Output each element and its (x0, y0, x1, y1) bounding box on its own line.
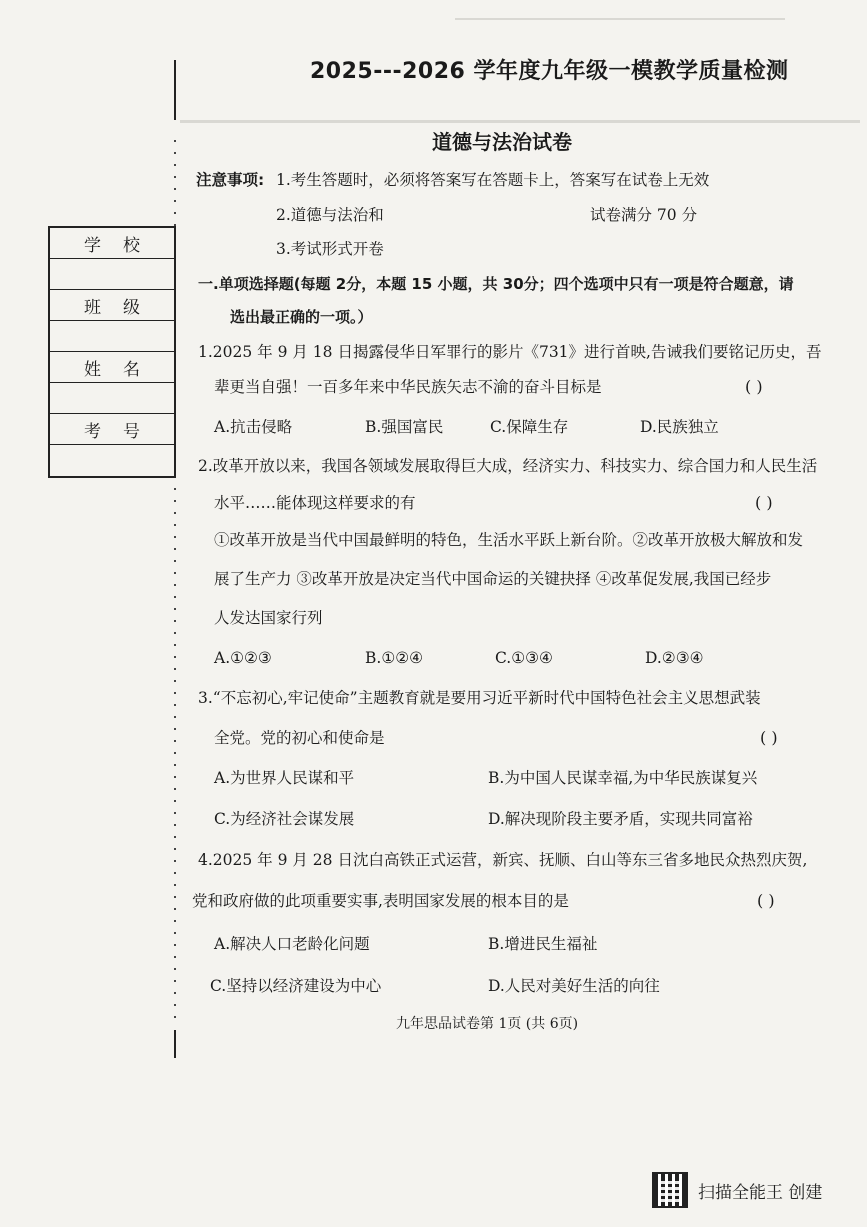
section-1-heading: 一.单项选择题(每题 2分，本题 15 小题，共 30分；四个选项中只有一项是符合题意，请 (198, 275, 794, 293)
q4-answer-paren: ( ) (757, 891, 775, 910)
q3-answer-paren: ( ) (760, 728, 778, 747)
q2-stem-line-1: 2.改革开放以来，我国各领域发展取得巨大成，经济实力、科技实力、综合国力和人民生活 (198, 457, 818, 475)
q4-stem-line-2: 党和政府做的此项重要实事,表明国家发展的根本目的是 (192, 892, 569, 910)
q4-option-a: A.解决人口老龄化问题 (214, 935, 370, 953)
q1-option-c: C.保障生存 (490, 418, 569, 436)
notes-label: 注意事项: (196, 171, 265, 189)
binding-line (174, 60, 176, 120)
q1-answer-paren: ( ) (745, 377, 763, 396)
q3-option-a: A.为世界人民谋和平 (214, 769, 355, 787)
q1-option-d: D.民族独立 (640, 418, 719, 436)
notes-item-2: 2.道德与法治和 (276, 206, 384, 224)
exam-subtitle: 道德与法治试卷 (432, 130, 572, 154)
q3-stem-line-1: 3.“不忘初心,牢记使命”主题教育就是要用习近平新时代中国特色社会主义思想武装 (198, 689, 761, 707)
info-exam-no-label: 考号 (50, 414, 174, 445)
scanner-watermark (652, 1172, 822, 1208)
q2-option-b: B.①②④ (365, 649, 424, 667)
q1-option-a: A.抗击侵略 (214, 418, 293, 436)
q2-stem-line-2: 水平……能体现这样要求的有 (214, 494, 416, 512)
notes-item-1: 1.考生答题时，必须将答案写在答题卡上，答案写在试卷上无效 (276, 171, 710, 189)
q3-option-c: C.为经济社会谋发展 (214, 810, 355, 828)
watermark-text: 扫描全能王 创建 (698, 1182, 823, 1203)
q4-stem-line-1: 4.2025 年 9 月 28 日沈白高铁正式运营，新宾、抚顺、白山等东三省多地民众热烈庆贺, (198, 851, 808, 869)
scan-artifact (455, 18, 785, 20)
q1-stem-line-2: 辈更当自强！一百多年来中华民族矢志不渝的奋斗目标是 (214, 378, 602, 396)
q3-option-d: D.解决现阶段主要矛盾，实现共同富裕 (488, 810, 753, 828)
q1-stem-line-1: 1.2025 年 9 月 18 日揭露侵华日军罪行的影片《731》进行首映,告诫我们要铭记历史，吾 (198, 343, 822, 361)
scan-artifact (180, 120, 860, 123)
info-school-field (50, 259, 174, 290)
q2-answer-paren: ( ) (755, 493, 773, 512)
info-name-label: 姓名 (50, 352, 174, 383)
q4-option-c: C.坚持以经济建设为中心 (210, 977, 382, 995)
q4-option-b: B.增进民生福祉 (488, 935, 598, 953)
info-name-field (50, 383, 174, 414)
notes-item-3: 3.考试形式开卷 (276, 240, 384, 258)
info-class-field (50, 321, 174, 352)
q2-option-d: D.②③④ (645, 649, 704, 667)
q1-option-b: B.强国富民 (365, 418, 444, 436)
info-school-label: 学校 (50, 228, 174, 259)
binding-line (174, 1030, 176, 1058)
qr-code-icon (652, 1172, 688, 1208)
notes-item-2-score: 试卷满分 70 分 (590, 206, 698, 224)
q4-option-d: D.人民对美好生活的向往 (488, 977, 660, 995)
q2-statement-line-2: 展了生产力 ③改革开放是决定当代中国命运的关键抉择 ④改革促发展,我国已经步 (214, 570, 772, 588)
exam-title: 2025---2026 学年度九年级一模教学质量检测 (310, 59, 789, 84)
q2-option-c: C.①③④ (495, 649, 553, 667)
info-exam-no-field (50, 445, 174, 476)
info-class-label: 班级 (50, 290, 174, 321)
section-1-heading-cont: 选出最正确的一项。） (230, 308, 373, 326)
q2-statement-line-1: ①改革开放是当代中国最鲜明的特色，生活水平跃上新台阶。②改革开放极大解放和发 (214, 531, 804, 549)
q2-option-a: A.①②③ (214, 649, 272, 667)
student-info-box (48, 226, 176, 478)
q2-statement-line-3: 人发达国家行列 (214, 609, 323, 627)
q3-option-b: B.为中国人民谋幸福,为中华民族谋复兴 (488, 769, 758, 787)
page-footer: 九年思品试卷第 1页 (共 6页) (396, 1016, 579, 1032)
q3-stem-line-2: 全党。党的初心和使命是 (214, 729, 385, 747)
